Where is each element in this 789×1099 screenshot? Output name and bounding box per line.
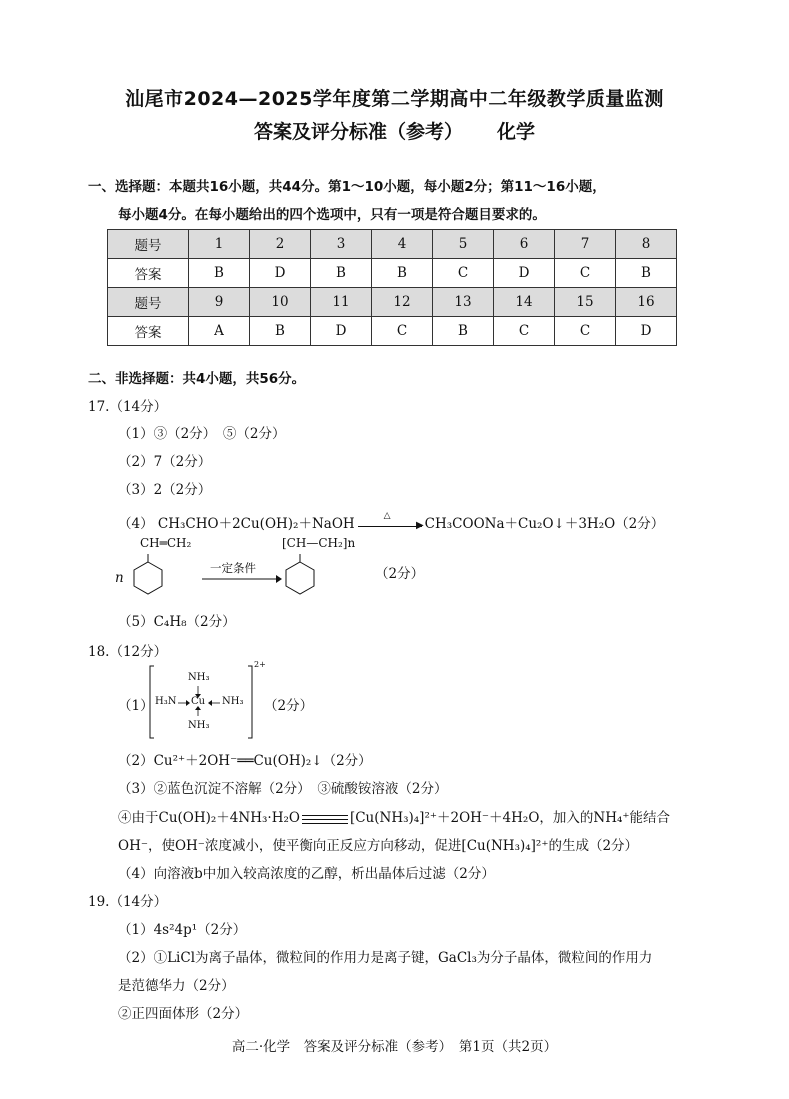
table-cell: 10	[250, 288, 311, 317]
reaction-condition: 一定条件	[210, 561, 256, 575]
row-label-question: 题号	[108, 230, 189, 259]
equilibrium-sign	[302, 813, 348, 825]
table-cell: B	[372, 259, 433, 288]
table-cell: B	[250, 317, 311, 346]
reactants: （4） CH₃CHO＋2Cu(OH)₂＋NaOH	[118, 516, 355, 532]
table-cell: 16	[616, 288, 677, 317]
copper-ammine-complex	[148, 660, 266, 740]
q19-part2b: 是范德华力（2分）	[118, 978, 235, 994]
table-cell: 8	[616, 230, 677, 259]
ligand-left: H₃N	[155, 696, 177, 707]
row-label-question: 题号	[108, 288, 189, 317]
table-cell: 14	[494, 288, 555, 317]
exam-title: 汕尾市2024—2025学年度第二学期高中二年级教学质量监测	[125, 88, 664, 110]
heating-arrow: △ ▶	[358, 519, 422, 531]
q19-number: 19.（14分）	[88, 894, 168, 910]
q17-part5: （5）C₄H₈（2分）	[118, 614, 236, 630]
table-cell: 2	[250, 230, 311, 259]
section2-heading: 二、非选择题：共4小题，共56分。	[88, 371, 306, 387]
products: CH₃COONa＋Cu₂O↓＋3H₂O（2分）	[424, 516, 665, 532]
heat-symbol: △	[383, 510, 391, 521]
table-cell: C	[372, 317, 433, 346]
q17-part3: （3）2（2分）	[118, 482, 212, 498]
equilibrium-reactants: ④由于Cu(OH)₂＋4NH₃·H₂O	[118, 810, 300, 826]
table-cell: 4	[372, 230, 433, 259]
q17-part4-equation	[118, 512, 664, 532]
table-cell: 3	[311, 230, 372, 259]
subject-name: 化学	[497, 121, 536, 143]
q18-part4a	[118, 806, 670, 826]
q18-part1-label: （1）	[118, 698, 154, 714]
row-label-answer: 答案	[108, 259, 189, 288]
table-cell: C	[555, 317, 616, 346]
polymerization-equation	[110, 534, 430, 604]
benzene-ring-icon	[132, 554, 172, 600]
page-footer: 高二·化学 答案及评分标准（参考） 第1页（共2页）	[231, 1039, 558, 1055]
q18-part2: （2）Cu²⁺＋2OH⁻══Cu(OH)₂↓（2分）	[118, 753, 372, 769]
central-ion: Cu	[191, 696, 206, 707]
coefficient-n: n	[115, 570, 124, 586]
table-cell: 6	[494, 230, 555, 259]
table-cell: 11	[311, 288, 372, 317]
table-cell: B	[616, 259, 677, 288]
table-cell: 13	[433, 288, 494, 317]
table-cell: C	[494, 317, 555, 346]
table-row	[108, 259, 677, 288]
polymer-repeat-unit: [CH—CH₂]n	[282, 536, 356, 550]
table-row	[108, 288, 677, 317]
q18-part1-score: （2分）	[264, 698, 314, 714]
q17-number: 17.（14分）	[88, 399, 168, 415]
q18-part3: （3）②蓝色沉淀不溶解（2分） ③硫酸铵溶液（2分）	[118, 781, 448, 797]
table-row	[108, 230, 677, 259]
section1-heading: 一、选择题：本题共16小题，共44分。第1～10小题，每小题2分；第11～16小题，	[88, 179, 606, 195]
benzene-ring-icon	[282, 554, 322, 600]
q18-part5: （4）向溶液b中加入较高浓度的乙醇，析出晶体后过滤（2分）	[118, 866, 495, 882]
table-cell: D	[616, 317, 677, 346]
q18-number: 18.（12分）	[88, 644, 168, 660]
table-row	[108, 317, 677, 346]
table-cell: 5	[433, 230, 494, 259]
q18-part4b: OH⁻，使OH⁻浓度减小，使平衡向正反应方向移动，促进[Cu(NH₃)₄]²⁺的生成（2分）	[118, 838, 639, 854]
q19-part1: （1）4s²4p¹（2分）	[118, 922, 247, 938]
polymer-score: （2分）	[375, 566, 425, 582]
equilibrium-products: [Cu(NH₃)₄]²⁺＋2OH⁻＋4H₂O，加入的NH₄⁺能结合	[349, 810, 671, 826]
table-cell: 1	[189, 230, 250, 259]
table-cell: B	[189, 259, 250, 288]
exam-subtitle	[0, 117, 789, 144]
answer-table	[107, 229, 677, 346]
table-cell: C	[555, 259, 616, 288]
section1-heading-cont: 每小题4分。在每小题给出的四个选项中，只有一项是符合题目要求的。	[118, 207, 546, 223]
monomer-vinyl-group: CH═CH₂	[140, 536, 192, 550]
table-cell: 7	[555, 230, 616, 259]
ligand-right: NH₃	[222, 696, 244, 707]
table-cell: A	[189, 317, 250, 346]
table-cell: D	[250, 259, 311, 288]
table-cell: 12	[372, 288, 433, 317]
q17-part2: （2）7（2分）	[118, 454, 212, 470]
table-cell: D	[494, 259, 555, 288]
ligand-top: NH₃	[188, 672, 210, 683]
q17-part1: （1）③（2分） ⑤（2分）	[118, 426, 286, 442]
q19-part2a: （2）①LiCl为离子晶体，微粒间的作用力是离子键，GaCl₃为分子晶体，微粒间的作用力	[118, 950, 653, 966]
subtitle-main: 答案及评分标准（参考）	[253, 121, 463, 143]
row-label-answer: 答案	[108, 317, 189, 346]
table-cell: B	[433, 317, 494, 346]
table-cell: C	[433, 259, 494, 288]
table-cell: D	[311, 317, 372, 346]
complex-charge: 2+	[254, 660, 266, 669]
q19-part3: ②正四面体形（2分）	[118, 1006, 249, 1022]
ligand-bottom: NH₃	[188, 720, 210, 731]
table-cell: 9	[189, 288, 250, 317]
reaction-arrow-icon	[202, 574, 282, 584]
table-cell: B	[311, 259, 372, 288]
table-cell: 15	[555, 288, 616, 317]
